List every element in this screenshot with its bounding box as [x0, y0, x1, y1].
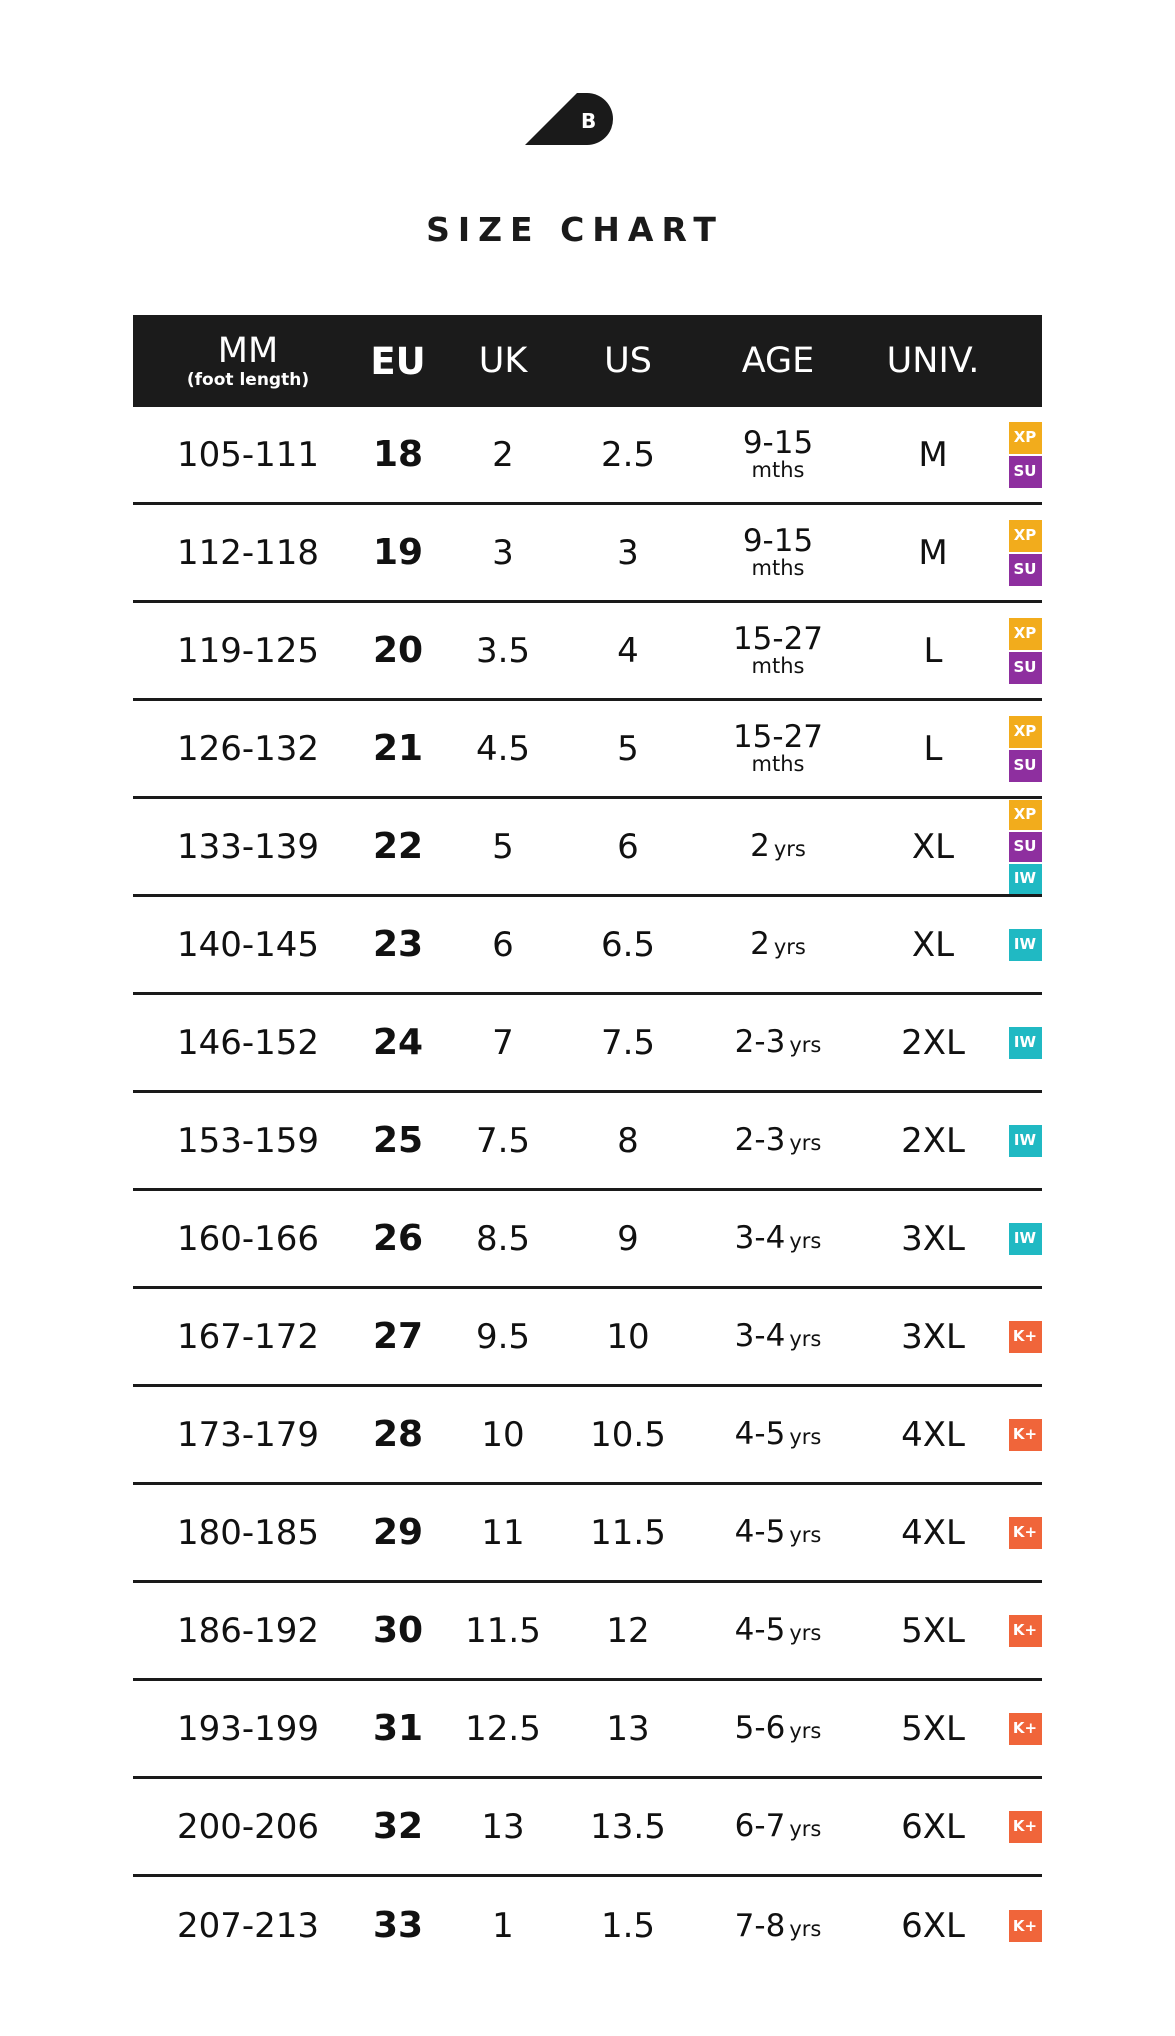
- cell-mm: 186-192: [176, 1610, 320, 1651]
- cell-age: [683, 701, 873, 796]
- table-row: [133, 1681, 1042, 1779]
- cell-age: [683, 1485, 873, 1580]
- product-badge: K+: [1009, 1419, 1042, 1451]
- cell-us: 12: [606, 1610, 650, 1651]
- cell-univ: 5XL: [901, 1708, 965, 1749]
- product-badges: [1008, 505, 1042, 600]
- product-badge: K+: [1009, 1713, 1042, 1745]
- header-uk: UK: [478, 340, 528, 381]
- age-unit: yrs: [789, 1719, 822, 1743]
- age-value: 4-5: [734, 1514, 786, 1550]
- cell-eu: 30: [372, 1609, 424, 1651]
- table-row: [133, 407, 1042, 505]
- product-badge: IW: [1009, 1223, 1042, 1255]
- cell-us: 13: [606, 1708, 650, 1749]
- product-badge: K+: [1009, 1517, 1042, 1549]
- age-value: 2-3: [734, 1122, 786, 1158]
- cell-us: 13.5: [590, 1806, 666, 1847]
- cell-univ: 3XL: [901, 1218, 965, 1259]
- product-badge: IW: [1009, 1125, 1042, 1157]
- cell-univ: 3XL: [901, 1316, 965, 1357]
- cell-uk: 3.5: [475, 630, 531, 671]
- svg-text:B: B: [581, 109, 597, 133]
- cell-mm: 146-152: [176, 1022, 320, 1063]
- cell-eu: 25: [372, 1119, 424, 1161]
- size-chart-table: [133, 315, 1042, 1975]
- product-badge: K+: [1009, 1615, 1042, 1647]
- cell-age: [683, 897, 873, 992]
- cell-mm: 193-199: [176, 1708, 320, 1749]
- product-badge: SU: [1009, 750, 1042, 782]
- cell-mm: 153-159: [176, 1120, 320, 1161]
- product-badges: [1008, 897, 1042, 992]
- cell-age: [683, 799, 873, 894]
- age-unit: yrs: [789, 1621, 822, 1645]
- age-value: 15-27: [732, 621, 824, 657]
- cell-uk: 5: [492, 826, 514, 867]
- product-badge: XP: [1009, 716, 1042, 748]
- cell-eu: 18: [372, 433, 424, 475]
- age-unit: yrs: [789, 1523, 822, 1547]
- table-row: [133, 897, 1042, 995]
- cell-mm: 167-172: [176, 1316, 320, 1357]
- cell-uk: 13: [481, 1806, 525, 1847]
- age-unit: mths: [751, 458, 805, 482]
- header-eu: EU: [370, 339, 426, 383]
- cell-age: [683, 1191, 873, 1286]
- product-badge: XP: [1009, 618, 1042, 650]
- cell-us: 1.5: [600, 1906, 656, 1946]
- cell-us: 5: [617, 728, 639, 769]
- age-value: 4-5: [734, 1612, 786, 1648]
- product-badges: [1008, 1289, 1042, 1384]
- age-value: 4-5: [734, 1416, 786, 1452]
- cell-us: 4: [617, 630, 639, 671]
- cell-us: 10.5: [590, 1414, 666, 1455]
- product-badges: [1008, 1779, 1042, 1874]
- age-unit: yrs: [773, 837, 806, 861]
- cell-eu: 24: [372, 1021, 424, 1063]
- cell-eu: 27: [372, 1315, 424, 1357]
- cell-age: [683, 1093, 873, 1188]
- cell-univ: 6XL: [901, 1806, 965, 1847]
- cell-eu: 26: [372, 1217, 424, 1259]
- table-header: [133, 315, 1042, 407]
- cell-eu: 22: [372, 825, 424, 867]
- age-value: 5-6: [734, 1710, 786, 1746]
- table-row: [133, 701, 1042, 799]
- cell-mm: 133-139: [176, 826, 320, 867]
- cell-us: 3: [617, 532, 639, 573]
- cell-uk: 12.5: [465, 1708, 541, 1749]
- age-value: 7-8: [734, 1907, 786, 1944]
- cell-mm: 173-179: [176, 1414, 320, 1455]
- product-badge: IW: [1009, 1027, 1042, 1059]
- table-row: [133, 505, 1042, 603]
- cell-univ: XL: [911, 924, 955, 965]
- brand-logo: [525, 93, 613, 145]
- product-badges: [1008, 1877, 1042, 1975]
- cell-age: [683, 1387, 873, 1482]
- header-age: AGE: [741, 340, 815, 381]
- product-badge: IW: [1009, 864, 1042, 894]
- header-mm-sublabel: (foot length): [186, 369, 310, 390]
- age-unit: mths: [751, 752, 805, 776]
- cell-uk: 10: [481, 1414, 525, 1455]
- product-badge: SU: [1009, 652, 1042, 684]
- product-badge: K+: [1009, 1321, 1042, 1353]
- cell-univ: L: [923, 630, 943, 671]
- product-badges: [1008, 1191, 1042, 1286]
- table-row: [133, 1779, 1042, 1877]
- cell-univ: 4XL: [901, 1512, 965, 1553]
- age-unit: yrs: [789, 1817, 822, 1841]
- cell-age: [683, 407, 873, 502]
- age-value: 3-4: [734, 1318, 786, 1354]
- cell-uk: 7: [492, 1022, 514, 1063]
- cell-univ: M: [918, 434, 948, 475]
- age-unit: yrs: [789, 1425, 822, 1449]
- cell-uk: 11.5: [465, 1610, 541, 1651]
- product-badge: K+: [1009, 1811, 1042, 1843]
- table-row: [133, 1485, 1042, 1583]
- header-univ: UNIV.: [886, 340, 980, 381]
- product-badges: [1008, 799, 1042, 894]
- cell-uk: 7.5: [475, 1120, 531, 1161]
- cell-mm: 160-166: [176, 1218, 320, 1259]
- table-row: [133, 799, 1042, 897]
- cell-uk: 8.5: [475, 1218, 531, 1259]
- cell-univ: L: [923, 728, 943, 769]
- table-row: [133, 1093, 1042, 1191]
- cell-mm: 207-213: [176, 1906, 320, 1946]
- cell-mm: 126-132: [176, 728, 320, 769]
- header-mm-label: MM: [217, 330, 279, 371]
- table-row: [133, 1191, 1042, 1289]
- cell-us: 7.5: [600, 1022, 656, 1063]
- cell-eu: 19: [372, 531, 424, 573]
- cell-uk: 11: [481, 1512, 525, 1553]
- age-unit: yrs: [789, 1327, 822, 1351]
- cell-age: [683, 603, 873, 698]
- product-badge: K+: [1009, 1910, 1042, 1942]
- table-row: [133, 603, 1042, 701]
- cell-eu: 21: [372, 727, 424, 769]
- product-badges: [1008, 1387, 1042, 1482]
- age-value: 15-27: [732, 719, 824, 755]
- table-row: [133, 1289, 1042, 1387]
- cell-mm: 105-111: [176, 434, 320, 475]
- cell-age: [683, 1877, 873, 1975]
- cell-uk: 4.5: [475, 728, 531, 769]
- page-title: SIZE CHART: [426, 210, 724, 249]
- cell-eu: 31: [372, 1707, 424, 1749]
- age-value: 2: [750, 926, 770, 962]
- table-row: [133, 1583, 1042, 1681]
- product-badges: [1008, 603, 1042, 698]
- cell-mm: 180-185: [176, 1512, 320, 1553]
- product-badges: [1008, 407, 1042, 502]
- cell-us: 6.5: [600, 924, 656, 965]
- product-badges: [1008, 1485, 1042, 1580]
- cell-age: [683, 1779, 873, 1874]
- cell-mm: 140-145: [176, 924, 320, 965]
- cell-mm: 112-118: [176, 532, 320, 573]
- cell-age: [683, 1681, 873, 1776]
- product-badge: XP: [1009, 422, 1042, 454]
- product-badges: [1008, 1093, 1042, 1188]
- product-badge: XP: [1009, 800, 1042, 830]
- product-badges: [1008, 1583, 1042, 1678]
- age-value: 9-15: [742, 425, 814, 461]
- cell-us: 11.5: [590, 1512, 666, 1553]
- cell-eu: 29: [372, 1511, 424, 1553]
- cell-univ: XL: [911, 826, 955, 867]
- cell-eu: 20: [372, 629, 424, 671]
- cell-age: [683, 1583, 873, 1678]
- cell-us: 10: [606, 1316, 650, 1357]
- age-value: 2-3: [734, 1024, 786, 1060]
- cell-uk: 6: [492, 924, 514, 965]
- product-badge: SU: [1009, 554, 1042, 586]
- age-unit: yrs: [773, 935, 806, 959]
- product-badge: XP: [1009, 520, 1042, 552]
- cell-uk: 1: [492, 1906, 514, 1946]
- cell-us: 6: [617, 826, 639, 867]
- age-value: 3-4: [734, 1220, 786, 1256]
- age-unit: mths: [751, 556, 805, 580]
- cell-uk: 9.5: [475, 1316, 531, 1357]
- age-unit: mths: [751, 654, 805, 678]
- product-badges: [1008, 701, 1042, 796]
- cell-age: [683, 505, 873, 600]
- cell-univ: 2XL: [901, 1022, 965, 1063]
- cell-mm: 200-206: [176, 1806, 320, 1847]
- product-badge: SU: [1009, 456, 1042, 488]
- table-row: [133, 1877, 1042, 1975]
- table-row: [133, 1387, 1042, 1485]
- header-mm: [133, 315, 363, 407]
- cell-univ: 5XL: [901, 1610, 965, 1651]
- cell-univ: 6XL: [901, 1906, 965, 1946]
- cell-univ: 2XL: [901, 1120, 965, 1161]
- header-us: US: [604, 340, 652, 381]
- age-unit: yrs: [789, 1229, 822, 1253]
- product-badges: [1008, 1681, 1042, 1776]
- cell-eu: 32: [372, 1805, 424, 1847]
- table-body: [133, 407, 1042, 1975]
- table-row: [133, 995, 1042, 1093]
- age-value: 6-7: [734, 1808, 786, 1844]
- cell-age: [683, 995, 873, 1090]
- age-value: 9-15: [742, 523, 814, 559]
- cell-univ: 4XL: [901, 1414, 965, 1455]
- product-badge: IW: [1009, 929, 1042, 961]
- cell-uk: 2: [492, 434, 514, 475]
- age-value: 2: [750, 828, 770, 864]
- age-unit: yrs: [789, 1916, 822, 1941]
- cell-age: [683, 1289, 873, 1384]
- cell-uk: 3: [492, 532, 514, 573]
- cell-eu: 28: [372, 1413, 424, 1455]
- cell-univ: M: [918, 532, 948, 573]
- cell-us: 9: [617, 1218, 639, 1259]
- cell-eu: 23: [372, 923, 424, 965]
- cell-mm: 119-125: [176, 630, 320, 671]
- cell-eu: 33: [372, 1905, 424, 1946]
- age-unit: yrs: [789, 1131, 822, 1155]
- cell-us: 8: [617, 1120, 639, 1161]
- product-badges: [1008, 995, 1042, 1090]
- product-badge: SU: [1009, 832, 1042, 862]
- age-unit: yrs: [789, 1033, 822, 1057]
- cell-us: 2.5: [600, 434, 656, 475]
